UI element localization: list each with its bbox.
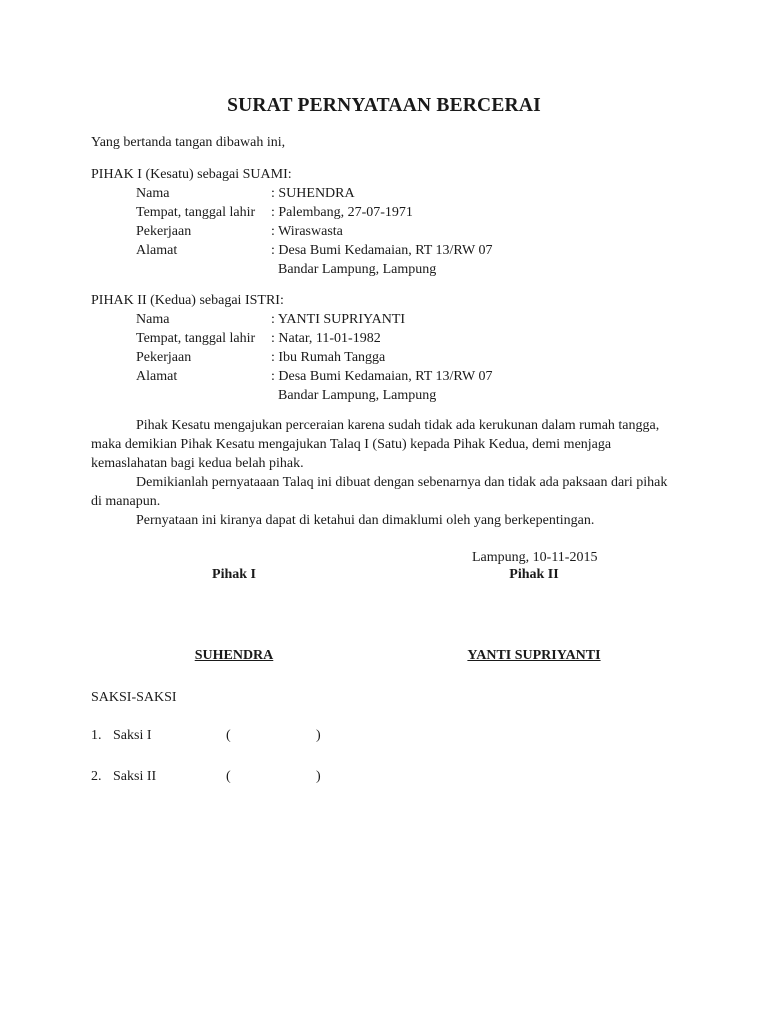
field-label: Tempat, tanggal lahir: [136, 205, 256, 220]
field-label: Alamat: [136, 243, 178, 258]
place-date: Lampung, 10-11-2015: [472, 550, 598, 565]
signature-label-party1: Pihak I: [212, 567, 256, 582]
witnesses-heading: SAKSI-SAKSI: [91, 690, 177, 705]
opening-line: Yang bertanda tangan dibawah ini,: [91, 135, 286, 150]
field-value: : Palembang, 27-07-1971: [271, 205, 413, 220]
signature-name-party1: SUHENDRA: [194, 648, 274, 663]
field-label: Alamat: [136, 369, 178, 384]
party2-heading: PIHAK II (Kedua) sebagai ISTRI:: [91, 293, 284, 308]
witness-label: Saksi I: [113, 728, 152, 743]
body-paragraph-2: Demikianlah pernyataaan Talaq ini dibuat dengan sebenarnya dan tidak ada paksaan dari pihak di manapun.: [91, 475, 668, 509]
field-label: Pekerjaan: [136, 224, 192, 239]
field-value: : Natar, 11-01-1982: [271, 331, 381, 346]
witness-label: Saksi II: [113, 769, 157, 784]
field-label: Nama: [136, 186, 170, 201]
signature-label-party2: Pihak II: [509, 567, 559, 582]
party2-address-line2: Bandar Lampung, Lampung: [278, 388, 437, 403]
field-value: : SUHENDRA: [271, 186, 355, 201]
body-paragraph-3: Pernyataan ini kiranya dapat di ketahui dan dimaklumi oleh yang berkepentingan.: [136, 513, 595, 528]
witness-number: 1.: [91, 728, 102, 743]
witness-close-paren: ): [316, 769, 321, 784]
field-label: Pekerjaan: [136, 350, 192, 365]
witness-open-paren: (: [226, 728, 231, 743]
party1-address-line2: Bandar Lampung, Lampung: [278, 262, 437, 277]
witness-open-paren: (: [226, 769, 231, 784]
signature-name-party2: YANTI SUPRIYANTI: [467, 648, 601, 663]
witness-number: 2.: [91, 769, 102, 784]
body-paragraph-1: Pihak Kesatu mengajukan perceraian karena sudah tidak ada kerukunan dalam rumah tangga, maka demikian Pihak Kesatu mengajukan Talaq I (Satu) kepada Pihak Kedua, demi menjaga kemaslahatan bagi kedua belah pihak.: [91, 418, 660, 471]
field-value: : Ibu Rumah Tangga: [271, 350, 386, 365]
field-value: : YANTI SUPRIYANTI: [271, 312, 406, 327]
field-value: : Wiraswasta: [271, 224, 343, 239]
field-value: : Desa Bumi Kedamaian, RT 13/RW 07: [271, 243, 493, 258]
party1-heading: PIHAK I (Kesatu) sebagai SUAMI:: [91, 167, 292, 182]
field-label: Nama: [136, 312, 170, 327]
witness-close-paren: ): [316, 728, 321, 743]
field-value: : Desa Bumi Kedamaian, RT 13/RW 07: [271, 369, 493, 384]
document-title: SURAT PERNYATAAN BERCERAI: [227, 95, 541, 116]
field-label: Tempat, tanggal lahir: [136, 331, 256, 346]
